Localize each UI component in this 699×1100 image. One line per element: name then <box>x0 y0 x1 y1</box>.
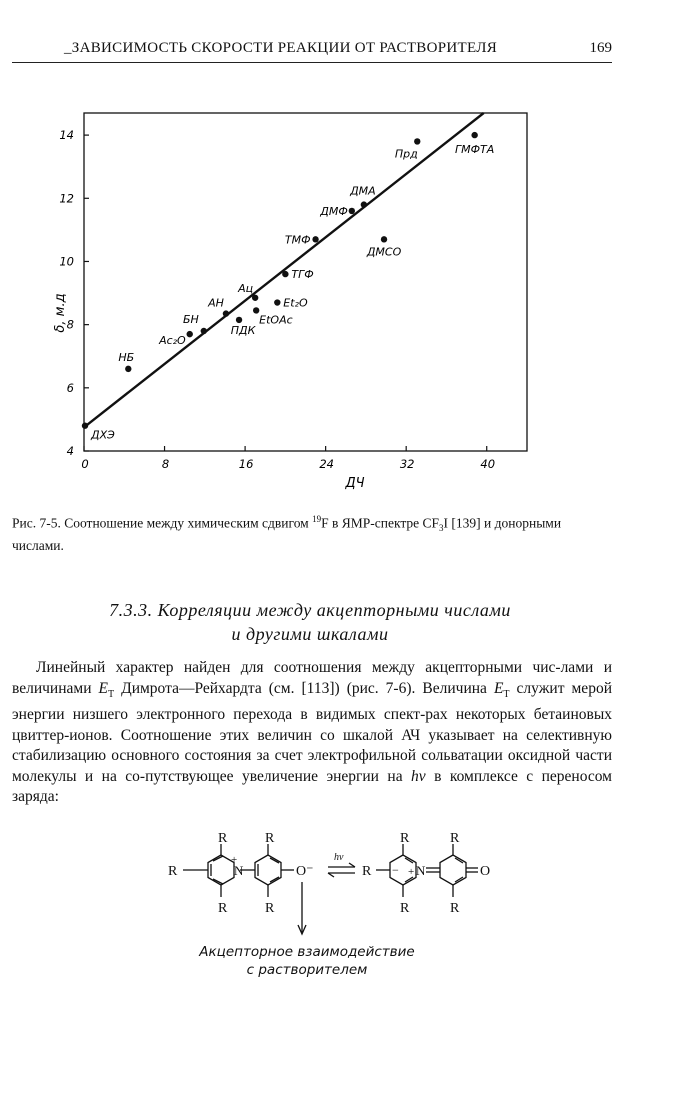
r-right-bottom: R <box>400 901 410 916</box>
data-point <box>282 271 288 277</box>
x-tick-label: 40 <box>480 457 496 471</box>
et-sub-2: T <box>503 688 510 700</box>
section-title <box>0 598 620 646</box>
point-label: Ац <box>238 281 254 295</box>
paragraph-part2: Димрота—Рейхардта (см. [113]) (рис. 7-6). Величина <box>114 679 494 697</box>
r-far-top: R <box>450 831 460 846</box>
scheme-caption-line2: с растворителем <box>246 962 368 978</box>
y-tick-label: 14 <box>59 128 74 143</box>
data-point <box>274 299 280 305</box>
hv-label: hν <box>334 852 344 863</box>
o-right: O <box>480 864 491 879</box>
data-point <box>187 331 193 337</box>
point-label: БН <box>182 312 199 326</box>
et-symbol <box>98 679 115 700</box>
point-label: EtOAc <box>259 313 293 327</box>
caption-pre: Рис. 7-5. Соотношение между химическим сдвигом <box>12 515 313 531</box>
r-right: R <box>362 864 372 879</box>
reaction-scheme <box>0 820 699 945</box>
r-left: R <box>168 864 178 879</box>
point-label: Прд <box>394 147 418 161</box>
x-tick-label: 16 <box>238 457 254 471</box>
plot-frame <box>84 113 527 451</box>
y-tick-label: 4 <box>66 444 74 458</box>
section-title-line2: и другими шкалами <box>231 624 389 644</box>
r-left-bottom: R <box>218 901 228 916</box>
data-point <box>82 423 88 429</box>
point-label: ГМФТА <box>454 143 495 157</box>
point-label: НБ <box>118 350 135 364</box>
x-axis-label: ДЧ <box>345 476 365 491</box>
point-label: Et₂O <box>283 296 308 310</box>
y-tick-label: 10 <box>59 254 74 269</box>
n-plus-left: N <box>234 863 244 878</box>
plus-right: + <box>408 866 415 878</box>
data-point <box>312 236 318 242</box>
caption-post: I [139] и донорными числами. <box>12 515 562 554</box>
paragraph-part4: в комплексе с переносом заряда: <box>12 767 612 806</box>
data-point <box>252 295 258 301</box>
caption-sub: 3 <box>439 523 444 534</box>
point-label: ДМА <box>350 184 376 198</box>
caption-sup: 19 <box>312 514 322 524</box>
caption-mid: F в ЯМР-спектре CF <box>321 515 440 531</box>
scheme-caption-line1: Акцепторное взаимодействие <box>199 944 415 960</box>
y-tick-label: 12 <box>59 191 74 206</box>
data-point <box>349 208 355 214</box>
r-mid-top: R <box>265 831 275 846</box>
et-sub: T <box>108 688 115 700</box>
figure-caption <box>12 510 612 555</box>
y-tick-label: 6 <box>66 380 74 395</box>
x-tick-label: 32 <box>399 457 415 471</box>
o-minus: O⁻ <box>296 864 314 879</box>
x-tick-label: 24 <box>319 457 334 471</box>
quinone-ring <box>440 855 466 885</box>
r-far-bottom: R <box>450 901 460 916</box>
minus-right: − <box>392 863 399 877</box>
data-point <box>381 236 387 242</box>
data-point <box>361 201 367 207</box>
x-axis-ticks <box>81 446 495 471</box>
point-label: ДХЭ <box>91 428 115 442</box>
r-right-top: R <box>400 831 410 846</box>
hv-symbol: hν <box>411 767 426 785</box>
section-title-line1: 7.3.3. Корреляции между акцепторными числами <box>109 600 511 620</box>
point-label: ДМСО <box>366 245 402 259</box>
page-number: 169 <box>589 40 612 56</box>
data-point <box>414 138 420 144</box>
x-tick-label: 8 <box>161 457 170 471</box>
fit-line <box>84 113 484 427</box>
scheme-caption <box>0 943 614 979</box>
point-label: ПДК <box>230 323 256 337</box>
data-point <box>471 132 477 138</box>
x-tick-label: 0 <box>81 457 89 471</box>
y-axis-label: δ, м.д <box>53 293 68 333</box>
phenoxide-ring <box>255 855 281 885</box>
y-tick-label: 8 <box>66 317 74 332</box>
n-right: N <box>416 863 426 878</box>
r-left-top: R <box>218 831 228 846</box>
point-label: АН <box>208 296 224 310</box>
point-label: Ac₂O <box>159 334 186 348</box>
paragraph-part3: служит мерой энергии низшего электронного перехода в видимых спект-рах некоторых бетаиновых цвиттер-ионов. Соотношение этих величин со шкалой АЧ указывает на селективную стабилизацию основного состояния за счет электрофильной сольватации оксидной части молекулы и на со-путствующее увеличение энергии на <box>12 679 612 785</box>
body-paragraph <box>12 658 612 808</box>
point-label: ТГФ <box>291 268 314 282</box>
data-points <box>82 132 495 442</box>
data-point <box>201 328 207 334</box>
et-main: E <box>98 679 108 697</box>
et-main-2: E <box>493 679 504 697</box>
point-label: ДМФ <box>320 204 348 218</box>
header-title: _ЗАВИСИМОСТЬ СКОРОСТИ РЕАКЦИИ ОТ РАСТВОРИТЕЛЯ <box>64 40 497 56</box>
r-mid-bottom: R <box>265 901 275 916</box>
et-symbol-2 <box>493 679 510 700</box>
point-label: ТМФ <box>284 233 311 247</box>
scatter-chart <box>0 0 699 500</box>
plus-left: + <box>231 854 238 866</box>
data-point <box>223 310 229 316</box>
data-point <box>236 317 242 323</box>
paragraph-part1: Линейный характер найден для соотношения между акцепторными чис-лами и величинами <box>12 659 612 697</box>
data-point <box>125 366 131 372</box>
